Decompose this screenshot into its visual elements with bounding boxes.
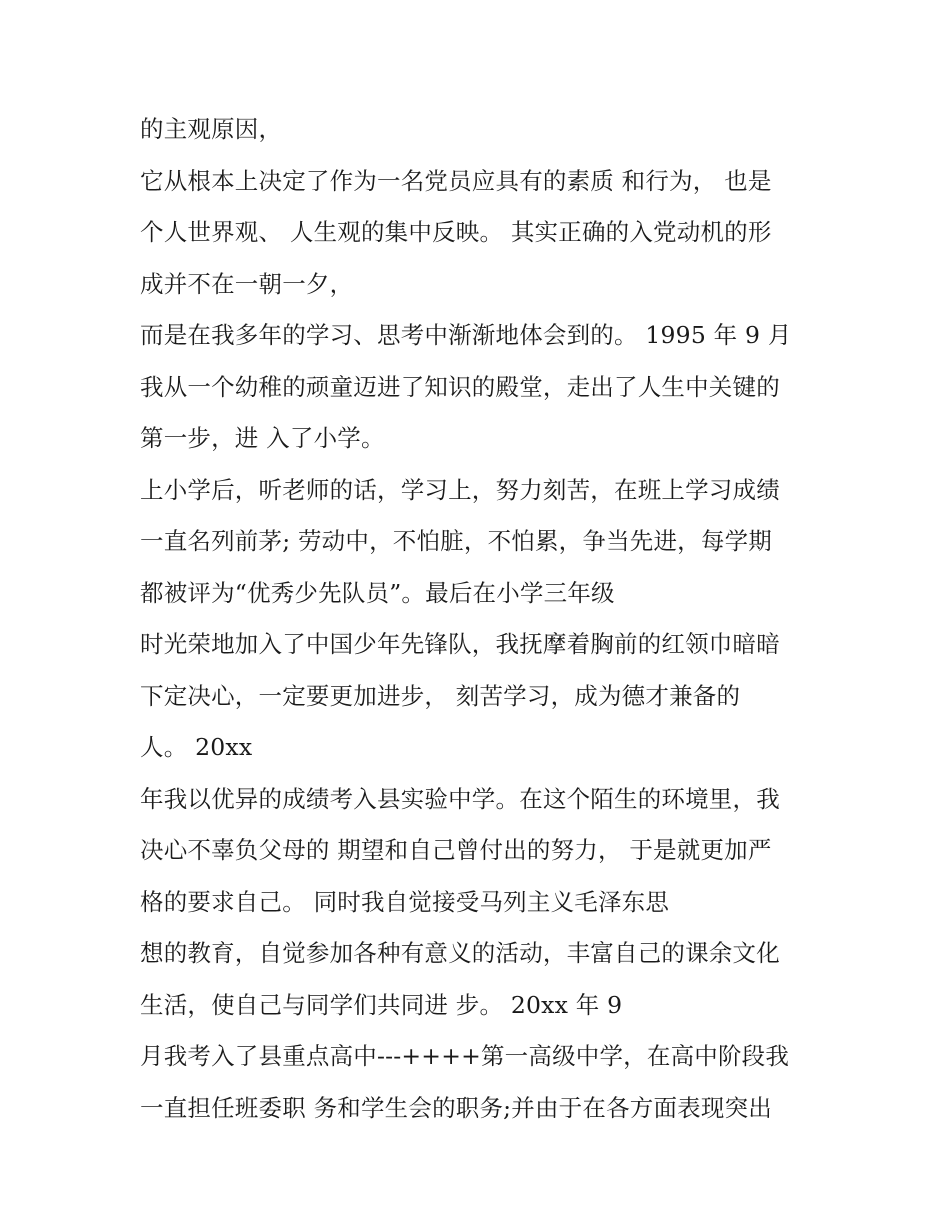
text-line: 而是在我多年的学习、思考中渐渐地体会到的。 1995 年 9 月	[140, 321, 792, 349]
text-line: 我从一个幼稚的顽童迈进了知识的殿堂，走出了人生中关键的	[140, 372, 780, 401]
text-line: 时光荣地加入了中国少年先锋队，我抚摩着胸前的红领巾暗暗	[140, 630, 780, 658]
text-line: 上小学后，听老师的话，学习上，努力刻苦，在班上学习成绩	[140, 475, 780, 504]
text-line: 一直担任班委职 务和学生会的职务;并由于在各方面表现突出	[140, 1093, 772, 1122]
text-line: 格的要求自己。 同时我自觉接受马列主义毛泽东思	[140, 887, 670, 916]
text-line: 的主观原因，	[140, 115, 283, 143]
text-line: 个人世界观、 人生观的集中反映。 其实正确的入党动机的形	[140, 218, 772, 246]
text-line: 人。 20xx	[140, 733, 253, 761]
text-line: 想的教育，自觉参加各种有意义的活动，丰富自己的课余文化	[140, 939, 780, 967]
text-line: 都被评为“优秀少先队员”。最后在小学三年级	[140, 578, 615, 607]
text-line: 下定决心，一定要更加进步， 刻苦学习，成为德才兼备的	[140, 681, 741, 710]
text-line: 年我以优异的成绩考入县实验中学。在这个陌生的环境里，我	[140, 784, 780, 813]
text-line: 决心不辜负父母的 期望和自己曾付出的努力， 于是就更加严	[140, 836, 772, 864]
text-line: 月我考入了县重点高中---++++第一高级中学，在高中阶段我	[140, 1042, 790, 1070]
text-line: 第一步，进 入了小学。	[140, 424, 385, 452]
text-line: 成并不在一朝一夕，	[140, 269, 354, 298]
text-line: 生活，使自己与同学们共同进 步。 20xx 年 9	[140, 990, 623, 1019]
body-text	[140, 108, 830, 1138]
text-line: 一直名列前茅; 劳动中，不怕脏，不怕累，争当先进，每学期	[140, 527, 772, 555]
text-line: 它从根本上决定了作为一名党员应具有的素质 和行为， 也是	[140, 166, 772, 195]
